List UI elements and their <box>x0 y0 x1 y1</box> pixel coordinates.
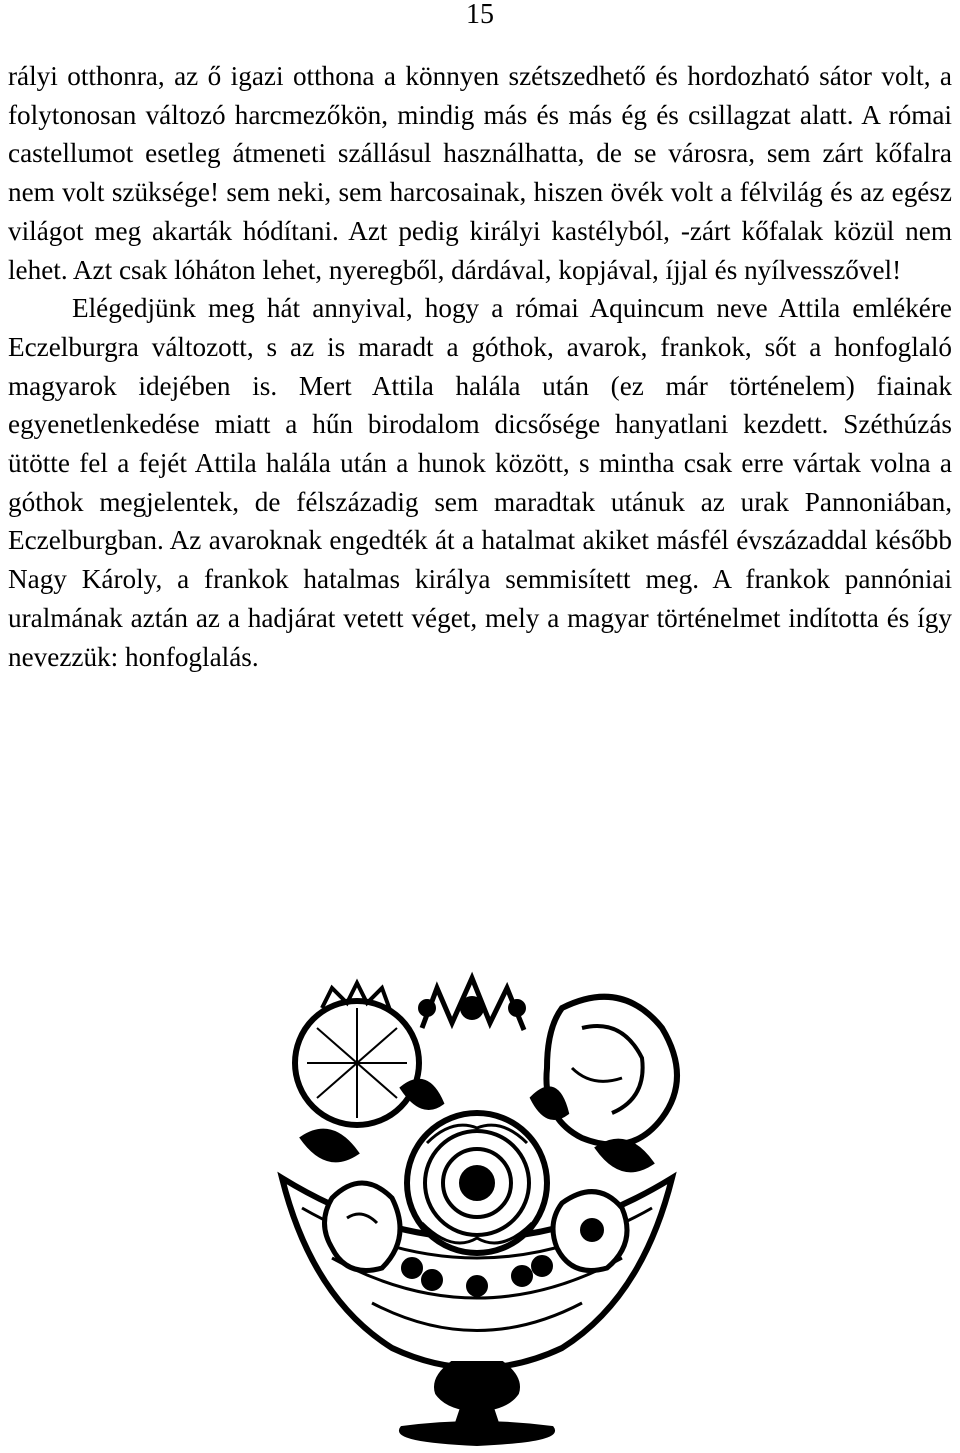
page-number-text: 15 <box>466 0 494 30</box>
paragraph-2: Elégedjünk meg hát annyival, hogy a római Aquincum neve Attila emlékére Eczelburgra változott, s az is maradt a góthok, avarok, frankok, sőt a honfoglaló magyarok idejében is. Mert Attila halála után (ez már történelem) fiainak egyenetlenkedése miatt a hűn birodalom dicsősége hanyatlani kezdett. Széthúzás ütötte fel a fejét Attila halála után a hunok között, s mintha csak erre vártak volna a góthok megjelentek, de félszázadig sem maradtak utánuk az urak Pannoniában, Eczelburgban. Az avaroknak engedték át a hatalmat akiket másfél évszázaddal később Nagy Károly, a frankok hatalmas királya semmisített meg. A frankok pannóniai uralmának aztán az a hadjárat vetett véget, mely a magyar történelmet indította és így nevezzük: honfoglalás. <box>8 293 952 672</box>
fruit-bowl-woodcut-icon <box>262 968 692 1448</box>
page-number <box>0 0 960 30</box>
text-body <box>8 57 952 676</box>
paragraph-1: rályi otthonra, az ő igazi otthona a könnyen szétszedhető és hordozható sátor volt, a folytonosan változó harcmezőkön, mindig más és más ég és csillagzat alatt. A római castellumot esetleg átmeneti szállásul használhatta, de se városra, sem zárt kőfalra nem volt szüksége! sem neki, sem harcosainak, hiszen övék volt a félvilág és az egész világot meg akarták hódítani. Azt pedig királyi kastélyból, -zárt kőfalak közül nem lehet. Azt csak lóháton lehet, nyeregből, dárdával, kopjával, íjjal és nyílvesszővel! <box>8 61 952 285</box>
